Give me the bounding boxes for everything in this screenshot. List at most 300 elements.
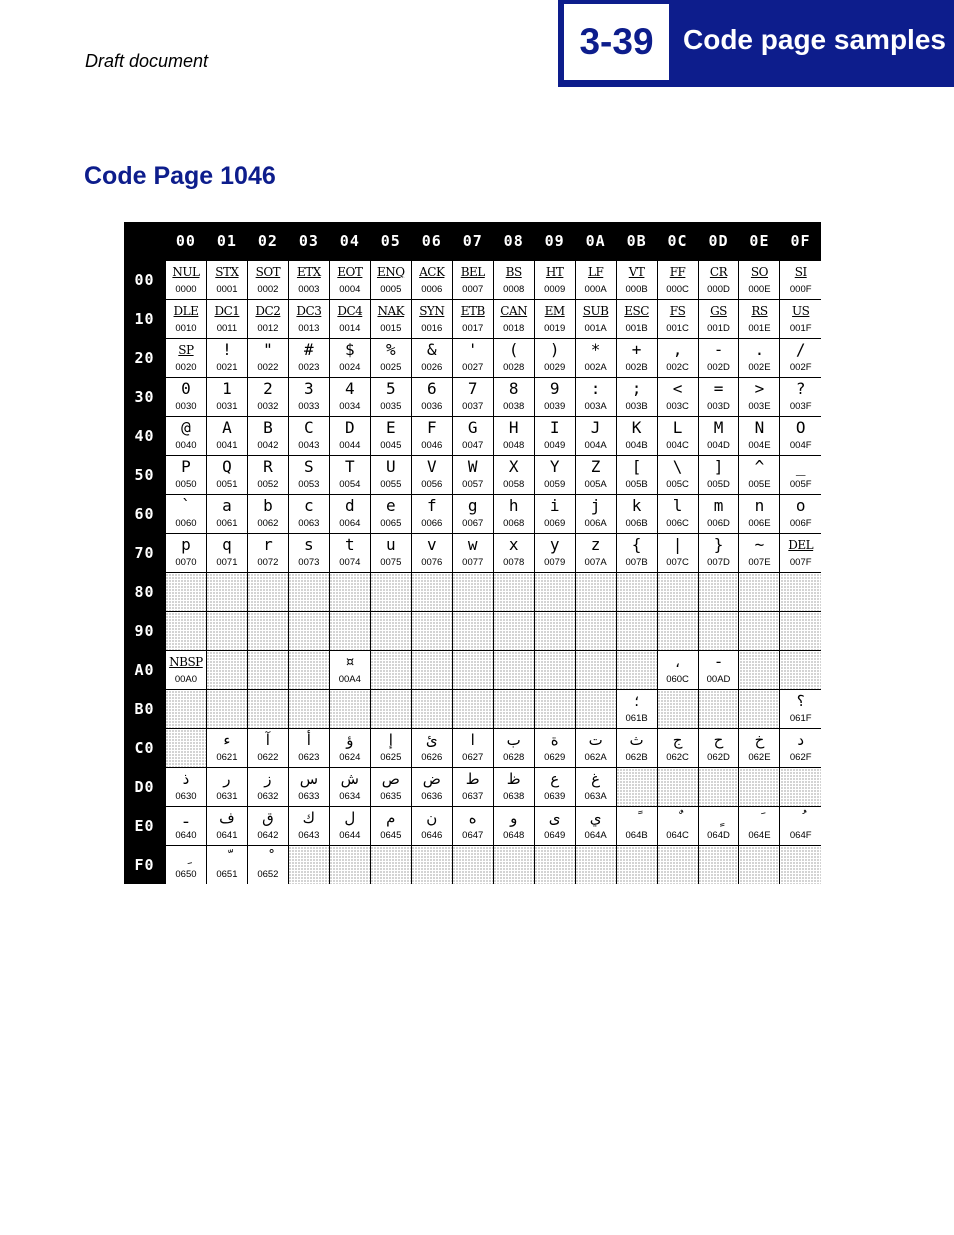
- empty-cell: [165, 612, 206, 651]
- glyph: t: [345, 535, 355, 554]
- code-cell: [247, 339, 288, 378]
- empty-cell: [657, 690, 698, 729]
- glyph: ي: [589, 809, 602, 827]
- code-cell: [698, 729, 739, 768]
- glyph: u: [385, 535, 396, 554]
- glyph: ج: [672, 731, 683, 749]
- unicode-value: 005D: [707, 479, 730, 490]
- unicode-value: 004C: [666, 440, 689, 451]
- code-cell: [575, 768, 616, 807]
- code-cell: [616, 300, 657, 339]
- unicode-value: 006C: [666, 518, 689, 529]
- unicode-value: 0022: [257, 362, 279, 373]
- glyph: إ: [388, 731, 393, 749]
- unicode-value: 0076: [421, 557, 443, 568]
- glyph: M: [713, 418, 724, 437]
- code-cell: [698, 417, 739, 456]
- unicode-value: 0648: [503, 830, 525, 841]
- unicode-value: 0074: [339, 557, 361, 568]
- code-cell: [616, 378, 657, 417]
- empty-cell: [616, 573, 657, 612]
- code-cell: [739, 729, 780, 768]
- unicode-value: 0623: [298, 752, 320, 763]
- unicode-value: 0641: [216, 830, 238, 841]
- code-cell: [370, 417, 411, 456]
- unicode-value: 0054: [339, 479, 361, 490]
- table-row: [124, 378, 821, 417]
- code-cell: [739, 417, 780, 456]
- unicode-value: 005B: [625, 479, 648, 490]
- empty-cell: [206, 612, 247, 651]
- code-cell: [575, 456, 616, 495]
- unicode-value: 0038: [503, 401, 525, 412]
- table-row: [124, 339, 821, 378]
- unicode-value: 062E: [748, 752, 771, 763]
- code-cell: [165, 495, 206, 534]
- code-cell: [370, 261, 411, 300]
- unicode-value: 0055: [380, 479, 402, 490]
- unicode-value: 002E: [748, 362, 771, 373]
- unicode-value: 0060: [175, 518, 197, 529]
- table-row: [124, 807, 821, 846]
- glyph: w: [467, 535, 478, 554]
- glyph: ح: [713, 731, 724, 749]
- empty-cell: [739, 768, 780, 807]
- glyph: خ: [754, 731, 765, 749]
- unicode-value: 0010: [175, 323, 197, 334]
- glyph: DLE: [173, 304, 199, 318]
- row-header: 60: [124, 495, 165, 534]
- glyph: FF: [669, 265, 686, 279]
- code-cell: [329, 729, 370, 768]
- unicode-value: 006A: [584, 518, 607, 529]
- glyph: g: [467, 496, 478, 515]
- section-title: Code Page 1046: [84, 162, 276, 190]
- code-cell: [575, 378, 616, 417]
- unicode-value: 0632: [257, 791, 279, 802]
- glyph: -: [713, 340, 724, 359]
- unicode-value: 0642: [257, 830, 279, 841]
- code-cell: [247, 729, 288, 768]
- code-cell: [698, 456, 739, 495]
- glyph: م: [386, 809, 396, 827]
- unicode-value: 000E: [748, 284, 771, 295]
- empty-cell: [780, 768, 821, 807]
- code-cell: [247, 534, 288, 573]
- glyph: V: [426, 457, 437, 476]
- glyph: ز: [264, 770, 272, 788]
- unicode-value: 005E: [748, 479, 771, 490]
- unicode-value: 0622: [257, 752, 279, 763]
- code-cell: [739, 807, 780, 846]
- code-cell: [247, 417, 288, 456]
- glyph: W: [467, 457, 478, 476]
- unicode-value: 0627: [462, 752, 484, 763]
- code-cell: [657, 729, 698, 768]
- empty-cell: [616, 768, 657, 807]
- code-cell: [657, 807, 698, 846]
- glyph: ;: [631, 379, 642, 398]
- unicode-value: 0071: [216, 557, 238, 568]
- table-row: [124, 573, 821, 612]
- glyph: SI: [794, 265, 807, 279]
- unicode-value: 0043: [298, 440, 320, 451]
- glyph: :: [590, 379, 601, 398]
- glyph: ر: [223, 770, 231, 788]
- unicode-value: 001D: [707, 323, 730, 334]
- table-row: [124, 651, 821, 690]
- unicode-value: 0019: [544, 323, 566, 334]
- code-cell: [575, 807, 616, 846]
- empty-cell: [411, 690, 452, 729]
- unicode-value: 0007: [462, 284, 484, 295]
- empty-cell: [698, 846, 739, 885]
- empty-cell: [739, 573, 780, 612]
- glyph: NUL: [172, 265, 200, 279]
- code-cell: [165, 261, 206, 300]
- code-cell: [698, 261, 739, 300]
- code-cell: [411, 261, 452, 300]
- empty-cell: [370, 573, 411, 612]
- glyph: !: [222, 340, 232, 359]
- unicode-value: 0023: [298, 362, 320, 373]
- unicode-value: 000C: [666, 284, 689, 295]
- glyph: ض: [422, 770, 441, 788]
- empty-cell: [575, 573, 616, 612]
- code-cell: [452, 768, 493, 807]
- code-cell: [247, 768, 288, 807]
- unicode-value: 0011: [216, 323, 238, 334]
- column-header: 0D: [698, 222, 739, 261]
- unicode-value: 0068: [503, 518, 525, 529]
- code-cell: [780, 495, 821, 534]
- glyph: O: [795, 418, 806, 437]
- glyph: m: [713, 496, 724, 515]
- glyph: /: [795, 340, 806, 359]
- unicode-value: 0050: [175, 479, 197, 490]
- glyph: 9: [549, 379, 560, 398]
- code-cell: [780, 339, 821, 378]
- code-cell: [206, 807, 247, 846]
- code-cell: [165, 846, 206, 885]
- unicode-value: 060C: [666, 674, 689, 685]
- empty-cell: [206, 573, 247, 612]
- code-cell: [493, 456, 534, 495]
- code-cell: [575, 261, 616, 300]
- glyph: }: [713, 535, 724, 554]
- column-header: 08: [493, 222, 534, 261]
- code-cell: [411, 378, 452, 417]
- unicode-value: 003A: [584, 401, 607, 412]
- code-cell: [493, 768, 534, 807]
- glyph: [699, 807, 739, 829]
- unicode-value: 0639: [544, 791, 566, 802]
- code-cell: [329, 339, 370, 378]
- code-cell: [411, 729, 452, 768]
- unicode-value: 007E: [748, 557, 771, 568]
- glyph: _: [795, 457, 806, 476]
- empty-cell: [411, 846, 452, 885]
- code-cell: [780, 378, 821, 417]
- code-cell: [616, 456, 657, 495]
- empty-cell: [329, 573, 370, 612]
- code-cell: [329, 768, 370, 807]
- unicode-value: 007D: [707, 557, 730, 568]
- empty-cell: [616, 651, 657, 690]
- unicode-value: 0047: [462, 440, 484, 451]
- empty-cell: [493, 573, 534, 612]
- glyph: BEL: [460, 265, 485, 279]
- unicode-value: 063A: [584, 791, 607, 802]
- table-row: [124, 729, 821, 768]
- unicode-value: 0063: [298, 518, 320, 529]
- row-header: 90: [124, 612, 165, 651]
- glyph: e: [385, 496, 396, 515]
- unicode-value: 0037: [462, 401, 484, 412]
- table-row: [124, 534, 821, 573]
- empty-cell: [165, 573, 206, 612]
- row-header: 70: [124, 534, 165, 573]
- glyph: I: [549, 418, 560, 437]
- code-cell: [739, 495, 780, 534]
- glyph: &: [426, 340, 437, 359]
- glyph: x: [508, 535, 519, 554]
- glyph: $: [345, 340, 355, 359]
- code-cell: [165, 651, 206, 690]
- code-cell: [329, 495, 370, 534]
- code-cell: [206, 378, 247, 417]
- glyph: q: [222, 535, 232, 554]
- empty-cell: [370, 612, 411, 651]
- draft-label: Draft document: [85, 51, 209, 71]
- code-cell: [452, 807, 493, 846]
- unicode-value: 0026: [421, 362, 443, 373]
- code-cell: [493, 417, 534, 456]
- code-cell: [534, 807, 575, 846]
- table-row: [124, 456, 821, 495]
- table-row: [124, 612, 821, 651]
- empty-cell: [493, 846, 534, 885]
- code-cell: [329, 456, 370, 495]
- glyph: >: [754, 379, 765, 398]
- row-header: 30: [124, 378, 165, 417]
- glyph: s: [304, 535, 314, 554]
- unicode-value: 0058: [503, 479, 525, 490]
- code-cell: [206, 456, 247, 495]
- row-header: 20: [124, 339, 165, 378]
- unicode-value: 0626: [421, 752, 443, 763]
- code-cell: [370, 807, 411, 846]
- code-page-table: [124, 222, 821, 884]
- empty-cell: [780, 651, 821, 690]
- glyph: [166, 846, 206, 868]
- unicode-value: 0028: [503, 362, 525, 373]
- code-cell: [165, 534, 206, 573]
- unicode-value: 0034: [339, 401, 361, 412]
- unicode-value: 0008: [503, 284, 525, 295]
- glyph: و: [510, 809, 518, 827]
- code-cell: [657, 261, 698, 300]
- empty-cell: [698, 768, 739, 807]
- empty-cell: [329, 690, 370, 729]
- glyph: c: [304, 496, 314, 515]
- unicode-value: 0624: [339, 752, 361, 763]
- unicode-value: 0625: [380, 752, 402, 763]
- glyph: f: [426, 496, 437, 515]
- code-cell: [206, 261, 247, 300]
- code-cell: [780, 417, 821, 456]
- code-cell: [616, 534, 657, 573]
- table-row: [124, 495, 821, 534]
- unicode-value: 004E: [748, 440, 771, 451]
- unicode-value: 0057: [462, 479, 484, 490]
- glyph: NAK: [377, 304, 405, 318]
- glyph: U: [385, 457, 396, 476]
- empty-cell: [206, 651, 247, 690]
- unicode-value: 0009: [544, 284, 566, 295]
- empty-cell: [657, 768, 698, 807]
- table-row: [124, 417, 821, 456]
- code-cell: [411, 417, 452, 456]
- unicode-value: 00A4: [338, 674, 361, 685]
- glyph: ط: [465, 770, 480, 788]
- unicode-value: 0002: [257, 284, 279, 295]
- code-cell: [329, 651, 370, 690]
- unicode-value: 0638: [503, 791, 525, 802]
- glyph: SP: [178, 343, 194, 357]
- code-cell: [411, 807, 452, 846]
- code-cell: [411, 495, 452, 534]
- unicode-value: 0067: [462, 518, 484, 529]
- glyph: 7: [467, 379, 478, 398]
- glyph: A: [222, 418, 232, 437]
- glyph: -: [713, 652, 724, 671]
- glyph: P: [181, 457, 191, 476]
- empty-cell: [493, 612, 534, 651]
- empty-cell: [288, 846, 329, 885]
- glyph: H: [508, 418, 519, 437]
- empty-cell: [206, 690, 247, 729]
- glyph: Y: [549, 457, 560, 476]
- empty-cell: [493, 651, 534, 690]
- unicode-value: 001E: [748, 323, 771, 334]
- empty-cell: [329, 846, 370, 885]
- unicode-value: 0017: [462, 323, 484, 334]
- glyph: SUB: [582, 304, 609, 318]
- code-cell: [329, 534, 370, 573]
- row-header: E0: [124, 807, 165, 846]
- unicode-value: 0015: [380, 323, 402, 334]
- unicode-value: 0045: [380, 440, 402, 451]
- empty-cell: [780, 612, 821, 651]
- code-cell: [165, 339, 206, 378]
- unicode-value: 004B: [625, 440, 648, 451]
- unicode-value: 005A: [584, 479, 607, 490]
- glyph: (: [508, 340, 519, 359]
- code-cell: [657, 339, 698, 378]
- code-cell: [739, 456, 780, 495]
- code-cell: [288, 768, 329, 807]
- code-cell: [247, 378, 288, 417]
- code-cell: [657, 300, 698, 339]
- code-cell: [616, 807, 657, 846]
- glyph: o: [795, 496, 806, 515]
- unicode-value: 0637: [462, 791, 484, 802]
- empty-cell: [534, 846, 575, 885]
- unicode-value: 0033: [298, 401, 320, 412]
- code-cell: [493, 378, 534, 417]
- code-cell: [247, 261, 288, 300]
- code-cell: [534, 300, 575, 339]
- glyph: ?: [795, 379, 806, 398]
- glyph: ETB: [460, 304, 485, 318]
- glyph: DC1: [214, 304, 240, 318]
- unicode-value: 0049: [544, 440, 566, 451]
- glyph: ذ: [182, 770, 190, 788]
- empty-cell: [575, 612, 616, 651]
- unicode-value: 0021: [216, 362, 238, 373]
- glyph: T: [345, 457, 355, 476]
- code-cell: [780, 456, 821, 495]
- glyph: د: [797, 731, 805, 749]
- glyph: 0: [181, 379, 191, 398]
- unicode-value: 0075: [380, 557, 402, 568]
- unicode-value: 0636: [421, 791, 443, 802]
- glyph: #: [304, 340, 314, 359]
- code-cell: [534, 495, 575, 534]
- unicode-value: 002C: [666, 362, 689, 373]
- code-cell: [165, 300, 206, 339]
- glyph: n: [754, 496, 765, 515]
- unicode-value: 000D: [707, 284, 730, 295]
- code-cell: [370, 729, 411, 768]
- empty-cell: [165, 690, 206, 729]
- code-cell: [288, 534, 329, 573]
- code-cell: [657, 495, 698, 534]
- unicode-value: 007F: [789, 557, 812, 568]
- glyph: آ: [265, 731, 270, 749]
- empty-cell: [698, 573, 739, 612]
- code-cell: [698, 300, 739, 339]
- glyph: E: [385, 418, 396, 437]
- code-cell: [657, 378, 698, 417]
- empty-cell: [452, 690, 493, 729]
- glyph: 3: [304, 379, 314, 398]
- code-cell: [534, 378, 575, 417]
- glyph: GS: [710, 304, 727, 318]
- empty-cell: [780, 846, 821, 885]
- unicode-value: 0064: [339, 518, 361, 529]
- code-cell: [452, 378, 493, 417]
- empty-cell: [165, 729, 206, 768]
- code-cell: [247, 846, 288, 885]
- glyph: ـ: [183, 809, 189, 827]
- glyph: %: [385, 340, 396, 359]
- glyph: ث: [629, 731, 644, 749]
- glyph: i: [549, 496, 560, 515]
- code-cell: [288, 261, 329, 300]
- unicode-value: 003D: [707, 401, 730, 412]
- glyph: ل: [344, 809, 356, 827]
- empty-cell: [288, 690, 329, 729]
- code-cell: [288, 300, 329, 339]
- empty-cell: [370, 651, 411, 690]
- glyph: ه: [468, 809, 477, 827]
- unicode-value: 062C: [666, 752, 689, 763]
- unicode-value: 0643: [298, 830, 320, 841]
- glyph: ء: [223, 731, 231, 749]
- glyph: ETX: [296, 265, 321, 279]
